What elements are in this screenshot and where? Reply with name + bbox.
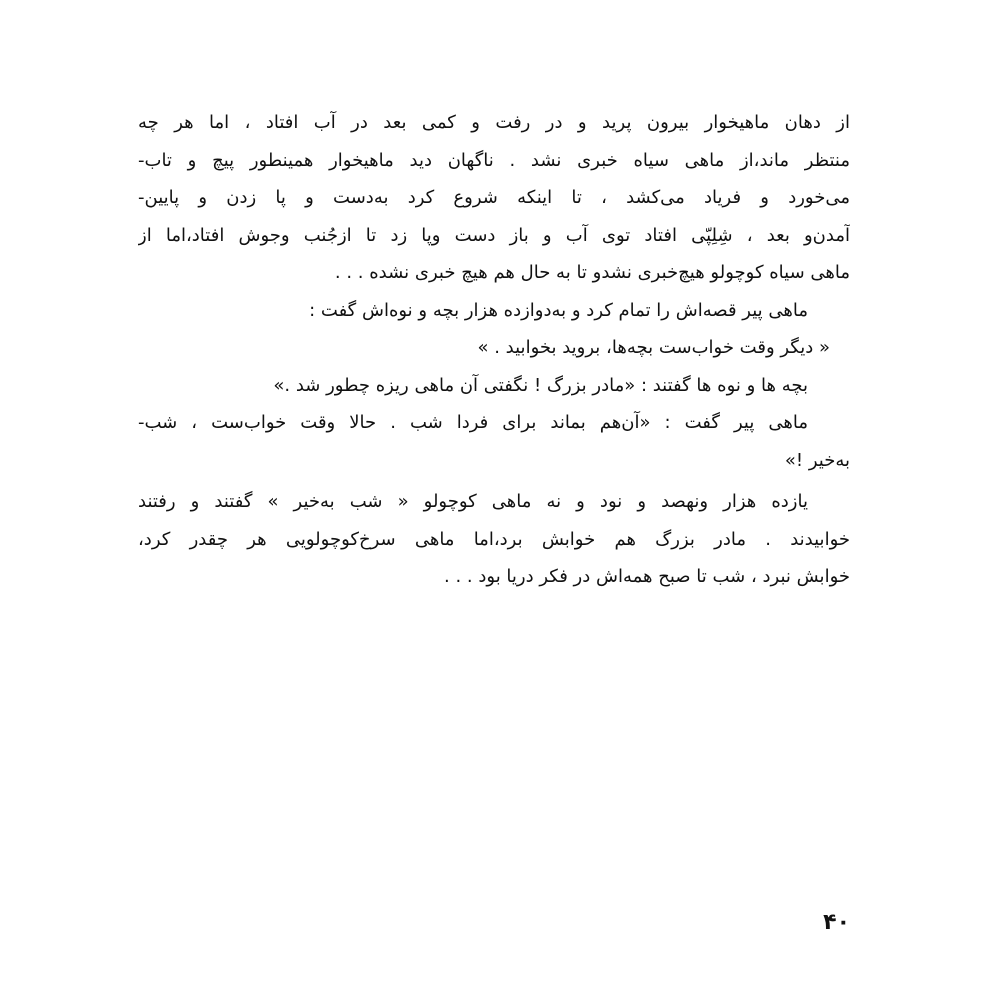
text-line-12: خوابیدند . مادر بزرگ هم خوابش برد،اما ماهی سرخ‌کوچولویی هر چقدر کرد، [138, 528, 850, 550]
text-line-5: ماهی سیاه کوچولو هیچ‌خبری نشدو تا به حال هم هیچ خبری نشده . . . [334, 262, 850, 283]
text-line-7: « دیگر وقت خواب‌ست بچه‌ها، بروید بخوابید . » [477, 337, 830, 358]
text-line-8: بچه ها و نوه ها گفتند : «مادر بزرگ ! نگفتی آن ماهی ریزه چطور شد .» [273, 374, 808, 396]
text-line-11: یازده هزار ونهصد و نود و نه ماهی کوچولو « شب به‌خیر » گفتند و رفتند [138, 491, 808, 512]
text-line-2: منتظر ماند،از ماهی سیاه خبری نشد . ناگهان دید ماهیخوار همینطور پیچ و تاب- [138, 149, 850, 171]
body-text [138, 104, 850, 596]
page-number: ۴۰ [823, 910, 850, 935]
text-line-1: از دهان ماهیخوار بیرون پرید و در رفت و کمی بعد در آب افتاد ، اما هر چه [138, 112, 850, 133]
text-line-3: می‌خورد و فریاد می‌کشد ، تا اینکه شروع کرد به‌دست و پا زدن و پایین- [138, 187, 850, 208]
text-line-10: به‌خیر !» [784, 449, 850, 471]
text-line-9: ماهی پیر گفت : «آن‌هم بماند برای فردا شب . حالا وقت خواب‌ست ، شب- [138, 412, 808, 433]
text-line-4: آمدن‌و بعد ، شِلِپّی افتاد توی آب و باز دست وپا زد تا ازجُنب وجوش افتاد،اما از [138, 224, 850, 246]
text-line-13: خوابش نبرد ، شب تا صبح همه‌اش در فکر دریا بود . . . [444, 566, 850, 587]
text-line-6: ماهی پیر قصه‌اش را تمام کرد و به‌دوازده هزار بچه و نوه‌اش گفت : [309, 299, 808, 321]
